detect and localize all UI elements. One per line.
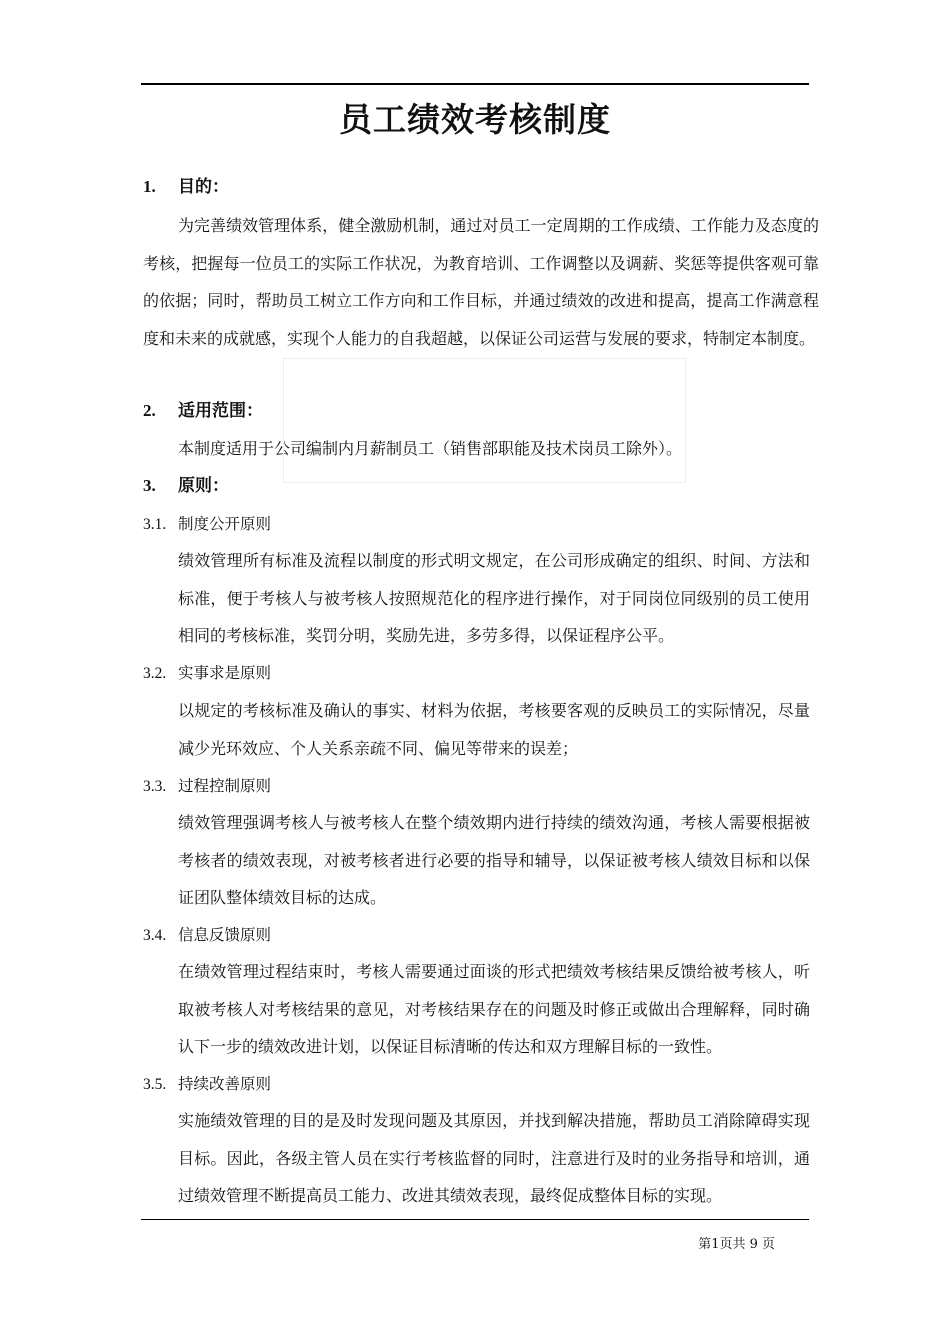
page-number: 第1页共 9 页 [698,1237,775,1252]
principle-title: 持续改善原则 [178,1075,272,1093]
section-heading-3 [143,474,229,498]
section-number: 3. [143,476,156,495]
section-title: 目的： [178,177,229,197]
footer-rule [141,1219,809,1220]
principle-body-3-2: 以规定的考核标准及确认的事实、材料为依据，考核要客观的反映员工的实际情况，尽量减少光环效应、个人关系亲疏不同、偏见等带来的误差； [178,701,810,758]
section-heading-2 [143,399,263,423]
principle-heading-3-5 [143,1072,271,1097]
page-title: 员工绩效考核制度 [339,100,611,139]
principle-number: 3.5. [143,1076,167,1093]
principle-heading-3-2 [143,661,271,686]
section-title: 原则： [178,476,229,496]
principle-title: 过程控制原则 [178,777,272,795]
principle-number: 3.2. [143,665,167,682]
section-body-1: 为完善绩效管理体系，健全激励机制，通过对员工一定周期的工作成绩、工作能力及态度的考核，把握每一位员工的实际工作状况，为教育培训、工作调整以及调薪、奖惩等提供客观可靠的依据；同时，帮助员工树立工作方向和工作目标，并通过绩效的改进和提高，提高工作满意程度和未来的成就感，实现个人能力的自我超越，以保证公司运营与发展的要求，特制定本制度。 [143,216,819,348]
principle-title: 信息反馈原则 [178,926,272,944]
principle-body-3-3: 绩效管理强调考核人与被考核人在整个绩效期内进行持续的绩效沟通，考核人需要根据被考核者的绩效表现，对被考核者进行必要的指导和辅导，以保证被考核人绩效目标和以保证团队整体绩效目标的达成。 [178,813,810,907]
section-body-2: 本制度适用于公司编制内月薪制员工（销售部职能及技术岗员工除外）。 [178,439,683,458]
principle-body-3-4: 在绩效管理过程结束时，考核人需要通过面谈的形式把绩效考核结果反馈给被考核人，听取被考核人对考核结果的意见，对考核结果存在的问题及时修正或做出合理解释，同时确认下一步的绩效改进计划，以保证目标清晰的传达和双方理解目标的一致性。 [178,962,810,1056]
principle-heading-3-4 [143,923,271,948]
principle-body-3-1: 绩效管理所有标准及流程以制度的形式明文规定，在公司形成确定的组织、时间、方法和标准，便于考核人与被考核人按照规范化的程序进行操作，对于同岗位同级别的员工使用相同的考核标准，奖罚分明，奖励先进，多劳多得，以保证程序公平。 [178,551,810,645]
principle-title: 实事求是原则 [178,664,272,682]
faint-frame [283,358,686,483]
section-title: 适用范围： [178,401,263,421]
section-heading-1 [143,175,229,199]
principle-number: 3.4. [143,927,167,944]
principle-heading-3-3 [143,774,271,799]
principle-body-3-5: 实施绩效管理的目的是及时发现问题及其原因，并找到解决措施，帮助员工消除障碍实现目标。因此，各级主管人员在实行考核监督的同时，注意进行及时的业务指导和培训，通过绩效管理不断提高员工能力、改进其绩效表现，最终促成整体目标的实现。 [178,1111,810,1205]
principle-title: 制度公开原则 [178,515,272,533]
section-number: 2. [143,401,156,420]
principle-heading-3-1 [143,512,271,537]
section-number: 1. [143,177,156,196]
principle-number: 3.3. [143,778,167,795]
principle-number: 3.1. [143,516,167,533]
header-rule [141,83,809,85]
